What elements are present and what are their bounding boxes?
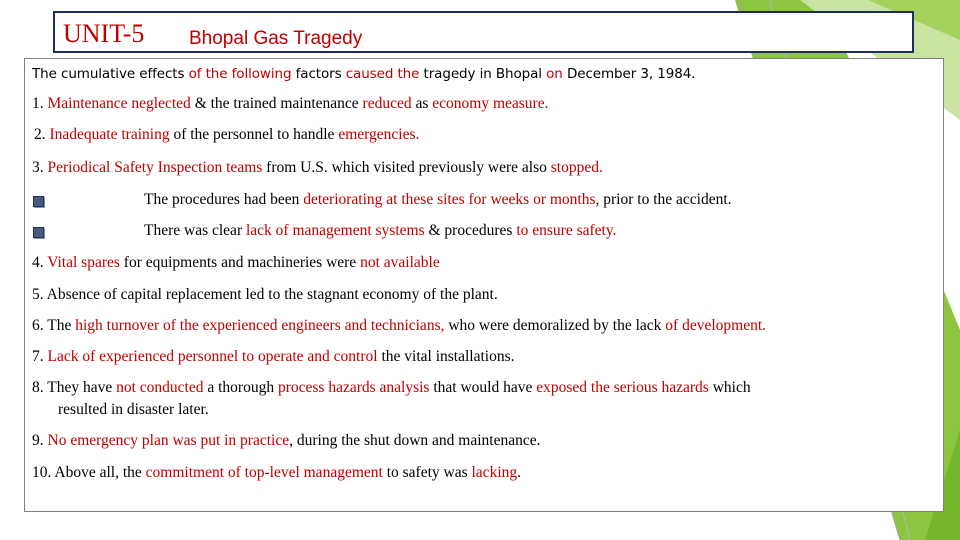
highlighted-text: exposed the serious hazards [536, 379, 709, 396]
point-8-continuation [58, 401, 209, 419]
text-segment: , prior to the accident. [595, 191, 732, 208]
highlighted-text: of the following [188, 66, 292, 82]
point-5 [32, 286, 498, 304]
point-7 [32, 348, 515, 366]
text-segment: who were demoralized by the lack [444, 317, 666, 334]
highlighted-text: lacking [471, 464, 518, 481]
highlighted-text: stopped. [550, 159, 603, 176]
highlighted-text: reduced [362, 95, 412, 112]
intro-line [32, 66, 695, 82]
text-segment: 7. [32, 348, 48, 365]
text-segment: December 3, 1984. [562, 66, 696, 82]
checkbox-bullet-icon [33, 196, 44, 207]
text-segment: as [411, 95, 433, 112]
point-4 [32, 254, 440, 272]
highlighted-text: emergencies. [338, 126, 420, 143]
highlighted-text: caused the [345, 66, 420, 82]
text-segment: that would have [429, 379, 537, 396]
text-segment: 6. The [32, 317, 76, 334]
highlighted-text: No emergency plan was put in practice [47, 432, 290, 449]
text-segment: 9. [32, 432, 48, 449]
point-2 [34, 126, 419, 144]
point-8 [32, 379, 751, 397]
text-segment: which [708, 379, 751, 396]
point-6 [32, 317, 766, 335]
text-segment: 5. Absence of capital replacement led to the stagnant economy of the plant. [32, 286, 498, 303]
highlighted-text: to ensure safety. [516, 222, 617, 239]
highlighted-text: Lack of experienced personnel to operate and control [47, 348, 378, 365]
text-segment: & procedures [424, 222, 517, 239]
highlighted-text: lack of management systems [245, 222, 425, 239]
highlighted-text: not available [360, 254, 440, 271]
highlighted-text: Vital spares [47, 254, 120, 271]
text-segment: . [517, 464, 521, 481]
point-10 [32, 464, 521, 482]
text-segment: 10. Above all, the [32, 464, 146, 481]
bullet-item-1 [144, 191, 732, 209]
text-segment: & the trained maintenance [190, 95, 363, 112]
text-segment: The procedures had been [144, 191, 304, 208]
point-1 [32, 95, 548, 113]
text-segment: resulted in disaster later. [58, 401, 209, 418]
highlighted-text: deteriorating at these sites for weeks or months [303, 191, 596, 208]
text-segment: of the personnel to handle [169, 126, 339, 143]
highlighted-text: high turnover of the experienced engineers and technicians, [75, 317, 445, 334]
highlighted-text: Inadequate training [49, 126, 170, 143]
highlighted-text: not conducted [116, 379, 204, 396]
text-segment: The cumulative effects [32, 66, 189, 82]
text-segment: , during the shut down and maintenance. [289, 432, 541, 449]
highlighted-text: on [546, 66, 563, 82]
page-title: UNIT-5 [63, 19, 145, 48]
text-segment: 2. [34, 126, 50, 143]
text-segment: 1. [32, 95, 48, 112]
text-segment: a thorough [203, 379, 278, 396]
highlighted-text: commitment of top-level management [145, 464, 383, 481]
point-9 [32, 432, 541, 450]
page-subtitle: Bhopal Gas Tragedy [189, 28, 363, 49]
text-segment: for equipments and machineries were [119, 254, 361, 271]
point-3 [32, 159, 603, 177]
text-segment: tragedy in Bhopal [419, 66, 547, 82]
checkbox-bullet-icon [33, 227, 44, 238]
highlighted-text: of development. [665, 317, 767, 334]
text-segment: to safety was [382, 464, 472, 481]
title-banner [53, 11, 914, 53]
text-segment: 4. [32, 254, 48, 271]
text-segment: the vital installations. [377, 348, 515, 365]
highlighted-text: Periodical Safety Inspection teams [47, 159, 263, 176]
highlighted-text: economy measure. [432, 95, 549, 112]
text-segment: 8. They have [32, 379, 117, 396]
highlighted-text: process hazards analysis [277, 379, 430, 396]
bullet-item-2 [144, 222, 616, 240]
text-segment: factors [291, 66, 346, 82]
highlighted-text: Maintenance neglected [47, 95, 191, 112]
text-segment: 3. [32, 159, 48, 176]
text-segment: from U.S. which visited previously were also [262, 159, 551, 176]
text-segment: There was clear [144, 222, 246, 239]
